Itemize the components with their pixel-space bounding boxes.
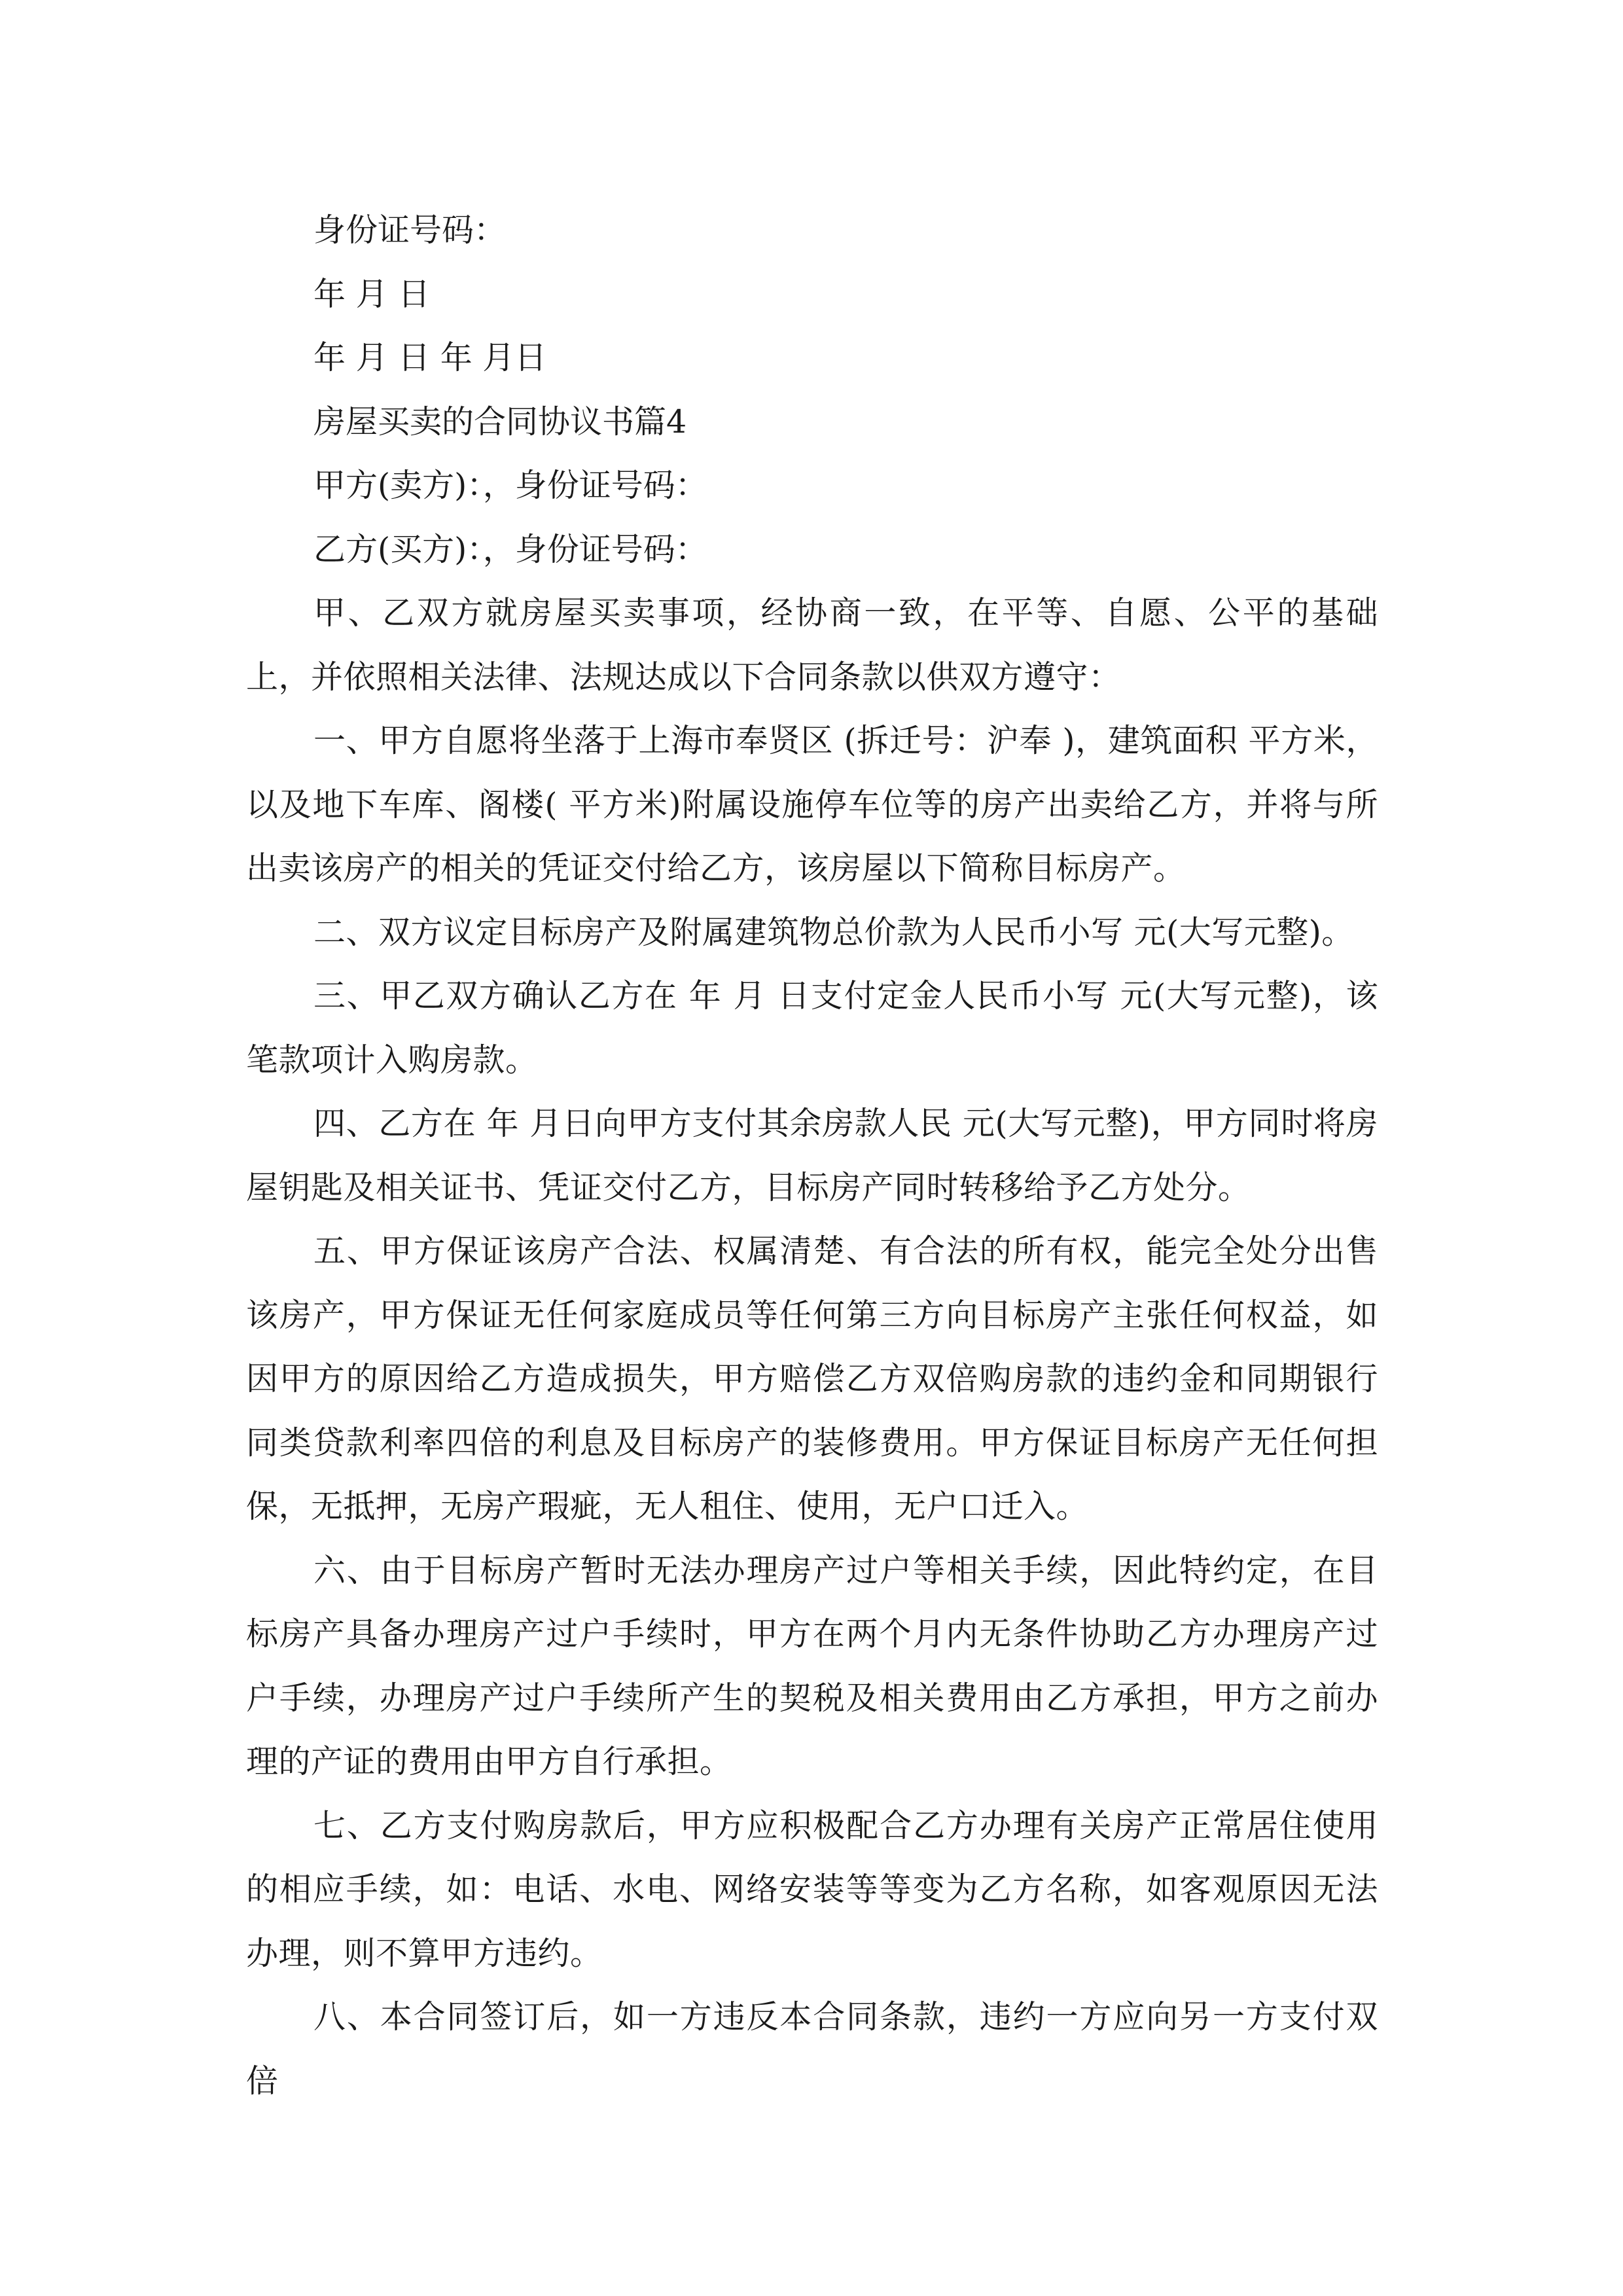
clause-3: 三、甲乙双方确认乙方在 年 月 日支付定金人民币小写 元(大写元整)，该笔款项计入购房款。 xyxy=(246,977,1378,1079)
date-pair-line: 年 月 日 年 月日 xyxy=(313,339,547,376)
clause-2: 二、双方议定目标房产及附属建筑物总价款为人民币小写 元(大写元整)。 xyxy=(313,913,1354,951)
clause-1: 一、甲方自愿将坐落于上海市奉贤区 (拆迁号：沪奉 )，建筑面积 平方米，以及地下车库、阁楼( 平方米)附属设施停车位等的房产出卖给乙方，并将与所出卖该房产的相关的凭证交付给乙方，该房屋以下简称目标房产。 xyxy=(246,722,1378,887)
clause-8: 八、本合同签订后，如一方违反本合同条款，违约一方应向另一方支付双倍 xyxy=(246,1998,1378,2100)
party-a-line: 甲方(卖方)：，身份证号码： xyxy=(313,467,707,504)
date-line: 年 月 日 xyxy=(313,275,431,313)
clause-7: 七、乙方支付购房款后，甲方应积极配合乙方办理有关房产正常居住使用的相应手续，如：电话、水电、网络安装等等变为乙方名称，如客观原因无法办理，则不算甲方违约。 xyxy=(246,1806,1378,1972)
clause-5: 五、甲方保证该房产合法、权属清楚、有合法的所有权，能完全处分出售该房产，甲方保证无任何家庭成员等任何第三方向目标房产主张任何权益，如因甲方的原因给乙方造成损失，甲方赔偿乙方双倍购房款的违约金和同期银行同类贷款利率四倍的利息及目标房产的装修费用。甲方保证目标房产无任何担保，无抵押，无房产瑕疵，无人租住、使用，无户口迁入。 xyxy=(246,1232,1378,1525)
party-b-line: 乙方(买方)：，身份证号码： xyxy=(313,530,707,568)
section-title: 房屋买卖的合同协议书篇4 xyxy=(313,403,687,440)
clause-4: 四、乙方在 年 月日向甲方支付其余房款人民 元(大写元整)，甲方同时将房屋钥匙及相关证书、凭证交付乙方，目标房产同时转移给予乙方处分。 xyxy=(246,1105,1378,1206)
intro-paragraph: 甲、乙双方就房屋买卖事项，经协商一致，在平等、自愿、公平的基础上，并依照相关法律、法规达成以下合同条款以供双方遵守： xyxy=(246,594,1378,696)
document-body xyxy=(246,198,1378,2113)
id-number-line: 身份证号码： xyxy=(313,211,507,249)
clause-6: 六、由于目标房产暂时无法办理房产过户等相关手续，因此特约定，在目标房产具备办理房产过户手续时，甲方在两个月内无条件协助乙方办理房产过户手续，办理房产过户手续所产生的契税及相关费用由乙方承担，甲方之前办理的产证的费用由甲方自行承担。 xyxy=(246,1551,1378,1780)
